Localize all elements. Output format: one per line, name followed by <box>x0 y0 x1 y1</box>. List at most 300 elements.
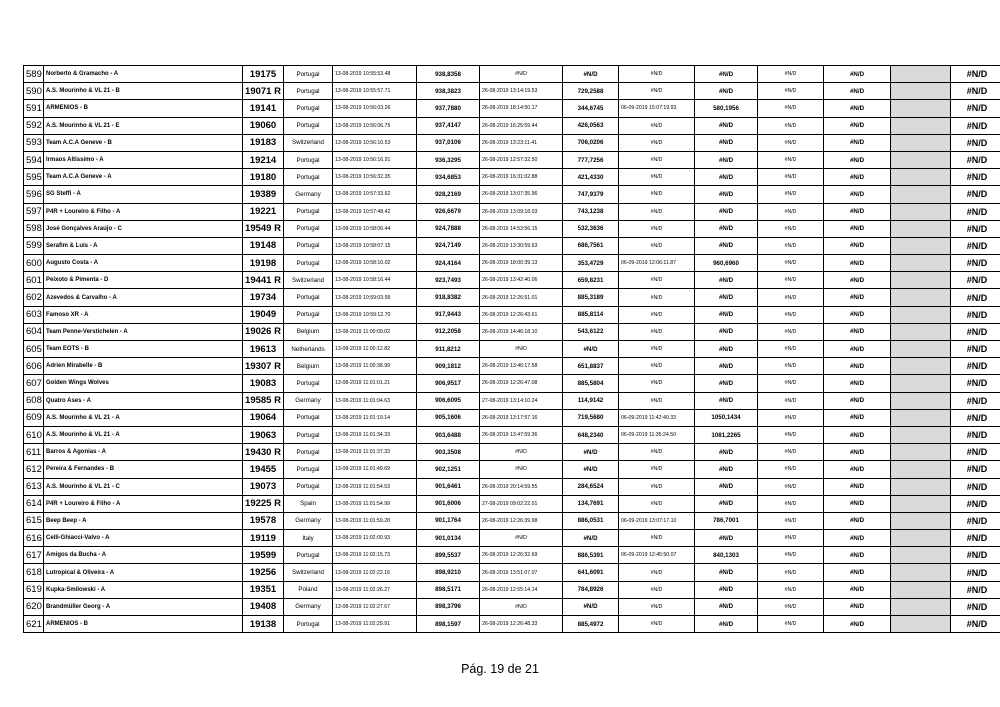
arrival-time-4-cell: #N/D <box>758 100 824 117</box>
arrival-time-2-cell: 26-08-2019 16:31:02.88 <box>480 169 563 186</box>
shaded-cell <box>891 289 951 306</box>
arrival-time-4-cell: #N/D <box>758 426 824 443</box>
arrival-time-3-cell: #N/D <box>619 272 695 289</box>
arrival-time-4-cell: #N/D <box>758 461 824 478</box>
arrival-time-3-cell: 06-09-2019 15:07:19.93 <box>619 100 695 117</box>
arrival-time-2-cell: 26-08-2019 13:42:40.06 <box>480 272 563 289</box>
arrival-time-2-cell: 26-08-2019 12:57:32.50 <box>480 151 563 168</box>
velocity-3-cell: 840,1303 <box>695 547 758 564</box>
velocity-4-cell: #N/D <box>824 616 891 633</box>
velocity-4-cell: #N/D <box>824 255 891 272</box>
table-row <box>24 358 1000 375</box>
velocity-3-cell: #N/D <box>695 598 758 615</box>
country-cell: Spain <box>284 495 333 512</box>
country-cell: Portugal <box>284 203 333 220</box>
country-cell: Portugal <box>284 461 333 478</box>
velocity-3-cell: #N/D <box>695 306 758 323</box>
results-table <box>23 65 1000 633</box>
arrival-time-2-cell: #N/D <box>480 598 563 615</box>
shaded-cell <box>891 306 951 323</box>
team-name-cell: Azevedos & Carvalho - A <box>44 289 243 306</box>
arrival-time-3-cell: 06-09-2019 11:42:40.33 <box>619 409 695 426</box>
arrival-time-3-cell: #N/D <box>619 564 695 581</box>
final-result-cell: #N/D <box>951 323 1000 340</box>
rank-cell: 620 <box>24 598 44 615</box>
ring-number-cell: 19175 <box>243 66 284 83</box>
ring-number-cell: 19734 <box>243 289 284 306</box>
shaded-cell <box>891 323 951 340</box>
velocity-4-cell: #N/D <box>824 186 891 203</box>
arrival-time-3-cell: #N/D <box>619 581 695 598</box>
final-result-cell: #N/D <box>951 255 1000 272</box>
velocity-1-cell: 902,1251 <box>417 461 480 478</box>
velocity-3-cell: #N/D <box>695 134 758 151</box>
country-cell: Germany <box>284 186 333 203</box>
velocity-3-cell: #N/D <box>695 341 758 358</box>
arrival-time-2-cell: 26-08-2019 18:00:39.13 <box>480 255 563 272</box>
country-cell: Portugal <box>284 547 333 564</box>
final-result-cell: #N/D <box>951 289 1000 306</box>
arrival-time-2-cell: 26-08-2019 18:14:50.17 <box>480 100 563 117</box>
country-cell: Portugal <box>284 409 333 426</box>
ring-number-cell: 19455 <box>243 461 284 478</box>
country-cell: Portugal <box>284 83 333 100</box>
velocity-4-cell: #N/D <box>824 495 891 512</box>
velocity-3-cell: #N/D <box>695 530 758 547</box>
table-row <box>24 169 1000 186</box>
arrival-time-3-cell: #N/D <box>619 306 695 323</box>
arrival-time-4-cell: #N/D <box>758 478 824 495</box>
arrival-time-4-cell: #N/D <box>758 409 824 426</box>
team-name-cell: P4R + Loureiro & Filho - A <box>44 203 243 220</box>
arrival-time-2-cell: 26-08-2019 13:09:18.03 <box>480 203 563 220</box>
arrival-time-1-cell: 13-08-2019 10:58:06.44 <box>333 220 417 237</box>
team-name-cell: Team A.C.A Geneve - B <box>44 134 243 151</box>
arrival-time-2-cell: 26-08-2019 13:07:35.96 <box>480 186 563 203</box>
ring-number-cell: 19049 <box>243 306 284 323</box>
team-name-cell: Augusto Costa - A <box>44 255 243 272</box>
final-result-cell: #N/D <box>951 461 1000 478</box>
country-cell: Germany <box>284 392 333 409</box>
rank-cell: 615 <box>24 512 44 529</box>
team-name-cell: Amigos da Bucha - A <box>44 547 243 564</box>
final-result-cell: #N/D <box>951 272 1000 289</box>
rank-cell: 597 <box>24 203 44 220</box>
final-result-cell: #N/D <box>951 341 1000 358</box>
shaded-cell <box>891 581 951 598</box>
arrival-time-1-cell: 13-08-2019 11:00:09.02 <box>333 323 417 340</box>
final-result-cell: #N/D <box>951 409 1000 426</box>
country-cell: Germany <box>284 598 333 615</box>
arrival-time-2-cell: 26-08-2019 13:17:57.16 <box>480 409 563 426</box>
arrival-time-1-cell: 13-08-2019 11:02:00.93 <box>333 530 417 547</box>
table-row <box>24 444 1000 461</box>
arrival-time-3-cell: #N/D <box>619 117 695 134</box>
team-name-cell: A.S. Mourinho & VL 21 - A <box>44 409 243 426</box>
velocity-3-cell: #N/D <box>695 117 758 134</box>
velocity-4-cell: #N/D <box>824 564 891 581</box>
velocity-2-cell: 641,6091 <box>563 564 619 581</box>
arrival-time-4-cell: #N/D <box>758 220 824 237</box>
rank-cell: 621 <box>24 616 44 633</box>
arrival-time-3-cell: #N/D <box>619 169 695 186</box>
table-row <box>24 255 1000 272</box>
arrival-time-4-cell: #N/D <box>758 306 824 323</box>
table-row <box>24 478 1000 495</box>
final-result-cell: #N/D <box>951 358 1000 375</box>
velocity-3-cell: 1050,1434 <box>695 409 758 426</box>
velocity-4-cell: #N/D <box>824 547 891 564</box>
arrival-time-4-cell: #N/D <box>758 564 824 581</box>
arrival-time-2-cell: 26-08-2019 14:46:18.10 <box>480 323 563 340</box>
arrival-time-3-cell: #N/D <box>619 237 695 254</box>
velocity-1-cell: 937,4147 <box>417 117 480 134</box>
arrival-time-3-cell: #N/D <box>619 203 695 220</box>
arrival-time-4-cell: #N/D <box>758 581 824 598</box>
country-cell: Portugal <box>284 117 333 134</box>
arrival-time-1-cell: 13-08-2019 11:02:22.16 <box>333 564 417 581</box>
arrival-time-2-cell: 26-08-2019 13:47:59.36 <box>480 426 563 443</box>
ring-number-cell: 19148 <box>243 237 284 254</box>
arrival-time-2-cell: 26-08-2019 14:53:56.15 <box>480 220 563 237</box>
rank-cell: 617 <box>24 547 44 564</box>
final-result-cell: #N/D <box>951 478 1000 495</box>
arrival-time-2-cell: 26-08-2019 12:26:51.01 <box>480 289 563 306</box>
velocity-3-cell: #N/D <box>695 289 758 306</box>
ring-number-cell: 19408 <box>243 598 284 615</box>
arrival-time-2-cell: #N/D <box>480 530 563 547</box>
velocity-1-cell: 924,7149 <box>417 237 480 254</box>
final-result-cell: #N/D <box>951 100 1000 117</box>
velocity-2-cell: #N/D <box>563 530 619 547</box>
country-cell: Italy <box>284 530 333 547</box>
velocity-4-cell: #N/D <box>824 83 891 100</box>
table-row <box>24 461 1000 478</box>
ring-number-cell: 19351 <box>243 581 284 598</box>
team-name-cell: José Gonçalves Araújo - C <box>44 220 243 237</box>
velocity-3-cell: #N/D <box>695 478 758 495</box>
arrival-time-1-cell: 13-08-2019 11:01:37.33 <box>333 444 417 461</box>
velocity-4-cell: #N/D <box>824 581 891 598</box>
velocity-2-cell: 686,7561 <box>563 237 619 254</box>
final-result-cell: #N/D <box>951 83 1000 100</box>
arrival-time-3-cell: #N/D <box>619 358 695 375</box>
velocity-4-cell: #N/D <box>824 306 891 323</box>
arrival-time-2-cell: 26-08-2019 13:30:59.63 <box>480 237 563 254</box>
arrival-time-2-cell: 27-08-2019 13:14:10.24 <box>480 392 563 409</box>
rank-cell: 604 <box>24 323 44 340</box>
ring-number-cell: 19183 <box>243 134 284 151</box>
country-cell: Portugal <box>284 426 333 443</box>
final-result-cell: #N/D <box>951 203 1000 220</box>
arrival-time-4-cell: #N/D <box>758 495 824 512</box>
velocity-1-cell: 901,0134 <box>417 530 480 547</box>
shaded-cell <box>891 478 951 495</box>
velocity-3-cell: #N/D <box>695 203 758 220</box>
ring-number-cell: 19389 <box>243 186 284 203</box>
velocity-1-cell: 934,6853 <box>417 169 480 186</box>
velocity-1-cell: 906,6095 <box>417 392 480 409</box>
arrival-time-4-cell: #N/D <box>758 289 824 306</box>
table-row <box>24 547 1000 564</box>
velocity-2-cell: 747,9379 <box>563 186 619 203</box>
shaded-cell <box>891 375 951 392</box>
velocity-2-cell: 353,4729 <box>563 255 619 272</box>
shaded-cell <box>891 616 951 633</box>
team-name-cell: Adrien Mirabelle - B <box>44 358 243 375</box>
table-row <box>24 237 1000 254</box>
arrival-time-4-cell: #N/D <box>758 169 824 186</box>
velocity-4-cell: #N/D <box>824 289 891 306</box>
arrival-time-4-cell: #N/D <box>758 66 824 83</box>
velocity-2-cell: 784,8926 <box>563 581 619 598</box>
shaded-cell <box>891 530 951 547</box>
arrival-time-4-cell: #N/D <box>758 151 824 168</box>
country-cell: Belgium <box>284 323 333 340</box>
arrival-time-1-cell: 13-08-2019 11:01:01.21 <box>333 375 417 392</box>
rank-cell: 605 <box>24 341 44 358</box>
rank-cell: 608 <box>24 392 44 409</box>
arrival-time-3-cell: #N/D <box>619 151 695 168</box>
ring-number-cell: 19071 R <box>243 83 284 100</box>
country-cell: Germany <box>284 512 333 529</box>
rank-cell: 606 <box>24 358 44 375</box>
arrival-time-1-cell: 13-08-2019 10:57:33.62 <box>333 186 417 203</box>
velocity-2-cell: 885,3189 <box>563 289 619 306</box>
country-cell: Netherlands <box>284 341 333 358</box>
velocity-2-cell: 885,4972 <box>563 616 619 633</box>
final-result-cell: #N/D <box>951 117 1000 134</box>
velocity-3-cell: 1081,2265 <box>695 426 758 443</box>
velocity-2-cell: 886,5391 <box>563 547 619 564</box>
arrival-time-2-cell: #N/D <box>480 66 563 83</box>
table-row <box>24 151 1000 168</box>
velocity-2-cell: 426,0563 <box>563 117 619 134</box>
velocity-2-cell: #N/D <box>563 444 619 461</box>
shaded-cell <box>891 237 951 254</box>
shaded-cell <box>891 186 951 203</box>
shaded-cell <box>891 512 951 529</box>
shaded-cell <box>891 341 951 358</box>
velocity-2-cell: 885,8114 <box>563 306 619 323</box>
velocity-2-cell: 648,2340 <box>563 426 619 443</box>
country-cell: Portugal <box>284 100 333 117</box>
velocity-3-cell: #N/D <box>695 564 758 581</box>
ring-number-cell: 19578 <box>243 512 284 529</box>
final-result-cell: #N/D <box>951 134 1000 151</box>
rank-cell: 618 <box>24 564 44 581</box>
arrival-time-1-cell: 13-08-2019 11:01:34.33 <box>333 426 417 443</box>
velocity-4-cell: #N/D <box>824 341 891 358</box>
table-row <box>24 409 1000 426</box>
velocity-3-cell: #N/D <box>695 581 758 598</box>
arrival-time-3-cell: #N/D <box>619 444 695 461</box>
velocity-1-cell: 937,0106 <box>417 134 480 151</box>
velocity-3-cell: #N/D <box>695 461 758 478</box>
arrival-time-4-cell: #N/D <box>758 616 824 633</box>
velocity-1-cell: 898,9210 <box>417 564 480 581</box>
velocity-3-cell: #N/D <box>695 358 758 375</box>
arrival-time-4-cell: #N/D <box>758 598 824 615</box>
velocity-2-cell: #N/D <box>563 66 619 83</box>
shaded-cell <box>891 358 951 375</box>
shaded-cell <box>891 220 951 237</box>
ring-number-cell: 19064 <box>243 409 284 426</box>
shaded-cell <box>891 255 951 272</box>
velocity-1-cell: 938,8358 <box>417 66 480 83</box>
arrival-time-1-cell: 13-08-2019 10:56:32.35 <box>333 169 417 186</box>
rank-cell: 600 <box>24 255 44 272</box>
ring-number-cell: 19599 <box>243 547 284 564</box>
velocity-3-cell: #N/D <box>695 444 758 461</box>
team-name-cell: Team A.C.A Geneve - A <box>44 169 243 186</box>
ring-number-cell: 19073 <box>243 478 284 495</box>
arrival-time-3-cell: #N/D <box>619 530 695 547</box>
final-result-cell: #N/D <box>951 598 1000 615</box>
ring-number-cell: 19430 R <box>243 444 284 461</box>
ring-number-cell: 19221 <box>243 203 284 220</box>
rank-cell: 609 <box>24 409 44 426</box>
shaded-cell <box>891 83 951 100</box>
arrival-time-3-cell: 06-09-2019 12:06:11.87 <box>619 255 695 272</box>
velocity-4-cell: #N/D <box>824 461 891 478</box>
velocity-1-cell: 938,3823 <box>417 83 480 100</box>
velocity-1-cell: 937,7880 <box>417 100 480 117</box>
rank-cell: 602 <box>24 289 44 306</box>
arrival-time-4-cell: #N/D <box>758 83 824 100</box>
velocity-2-cell: #N/D <box>563 461 619 478</box>
arrival-time-3-cell: #N/D <box>619 461 695 478</box>
arrival-time-1-cell: 13-08-2019 10:57:48.42 <box>333 203 417 220</box>
arrival-time-2-cell: 26-08-2019 13:23:11.41 <box>480 134 563 151</box>
table-row <box>24 134 1000 151</box>
velocity-2-cell: 284,6524 <box>563 478 619 495</box>
ring-number-cell: 19256 <box>243 564 284 581</box>
rank-cell: 607 <box>24 375 44 392</box>
velocity-1-cell: 899,5537 <box>417 547 480 564</box>
arrival-time-3-cell: #N/D <box>619 66 695 83</box>
ring-number-cell: 19307 R <box>243 358 284 375</box>
arrival-time-2-cell: #N/D <box>480 341 563 358</box>
final-result-cell: #N/D <box>951 66 1000 83</box>
velocity-2-cell: 886,0531 <box>563 512 619 529</box>
arrival-time-2-cell: 26-08-2019 12:26:32.69 <box>480 547 563 564</box>
arrival-time-4-cell: #N/D <box>758 117 824 134</box>
country-cell: Portugal <box>284 237 333 254</box>
shaded-cell <box>891 392 951 409</box>
results-table-body <box>24 66 1000 633</box>
arrival-time-2-cell: 26-08-2019 12:26:47.08 <box>480 375 563 392</box>
arrival-time-4-cell: #N/D <box>758 547 824 564</box>
team-name-cell: Beep Beep - A <box>44 512 243 529</box>
arrival-time-3-cell: 06-09-2019 12:45:50.07 <box>619 547 695 564</box>
table-row <box>24 616 1000 633</box>
table-row <box>24 341 1000 358</box>
table-row <box>24 203 1000 220</box>
arrival-time-4-cell: #N/D <box>758 375 824 392</box>
arrival-time-2-cell: 26-08-2019 13:46:17.58 <box>480 358 563 375</box>
velocity-4-cell: #N/D <box>824 100 891 117</box>
velocity-3-cell: #N/D <box>695 220 758 237</box>
velocity-3-cell: #N/D <box>695 66 758 83</box>
table-row <box>24 598 1000 615</box>
velocity-1-cell: 898,1597 <box>417 616 480 633</box>
arrival-time-1-cell: 13-08-2019 10:56:16.91 <box>333 151 417 168</box>
country-cell: Portugal <box>284 306 333 323</box>
shaded-cell <box>891 151 951 168</box>
rank-cell: 593 <box>24 134 44 151</box>
velocity-3-cell: #N/D <box>695 186 758 203</box>
arrival-time-4-cell: #N/D <box>758 237 824 254</box>
final-result-cell: #N/D <box>951 444 1000 461</box>
team-name-cell: Lutropical & Oliveira - A <box>44 564 243 581</box>
team-name-cell: Irmaos Altissimo - A <box>44 151 243 168</box>
velocity-4-cell: #N/D <box>824 375 891 392</box>
arrival-time-1-cell: 13-08-2019 10:55:53.48 <box>333 66 417 83</box>
arrival-time-1-cell: 13-08-2019 11:01:49.69 <box>333 461 417 478</box>
velocity-4-cell: #N/D <box>824 134 891 151</box>
velocity-4-cell: #N/D <box>824 512 891 529</box>
team-name-cell: Serafim & Luís - A <box>44 237 243 254</box>
velocity-4-cell: #N/D <box>824 392 891 409</box>
velocity-1-cell: 898,5171 <box>417 581 480 598</box>
table-row <box>24 581 1000 598</box>
arrival-time-3-cell: #N/D <box>619 341 695 358</box>
rank-cell: 598 <box>24 220 44 237</box>
rank-cell: 601 <box>24 272 44 289</box>
country-cell: Switzerland <box>284 564 333 581</box>
team-name-cell: Famoso XR - A <box>44 306 243 323</box>
rank-cell: 611 <box>24 444 44 461</box>
table-row <box>24 512 1000 529</box>
velocity-1-cell: 911,8212 <box>417 341 480 358</box>
final-result-cell: #N/D <box>951 512 1000 529</box>
table-row <box>24 530 1000 547</box>
arrival-time-4-cell: #N/D <box>758 203 824 220</box>
velocity-4-cell: #N/D <box>824 169 891 186</box>
arrival-time-1-cell: 13-08-2019 11:02:27.67 <box>333 598 417 615</box>
rank-cell: 603 <box>24 306 44 323</box>
arrival-time-4-cell: #N/D <box>758 323 824 340</box>
velocity-1-cell: 924,4164 <box>417 255 480 272</box>
velocity-3-cell: #N/D <box>695 495 758 512</box>
arrival-time-1-cell: 13-08-2019 11:01:19.14 <box>333 409 417 426</box>
rank-cell: 610 <box>24 426 44 443</box>
velocity-2-cell: 134,7691 <box>563 495 619 512</box>
arrival-time-1-cell: 13-08-2019 11:01:59.28 <box>333 512 417 529</box>
shaded-cell <box>891 444 951 461</box>
ring-number-cell: 19141 <box>243 100 284 117</box>
arrival-time-1-cell: 13-08-2019 11:01:04.63 <box>333 392 417 409</box>
velocity-2-cell: 706,0206 <box>563 134 619 151</box>
velocity-1-cell: 903,3508 <box>417 444 480 461</box>
team-name-cell: P4R + Loureiro & Filho - A <box>44 495 243 512</box>
final-result-cell: #N/D <box>951 616 1000 633</box>
arrival-time-3-cell: #N/D <box>619 83 695 100</box>
country-cell: Portugal <box>284 151 333 168</box>
velocity-2-cell: 344,6745 <box>563 100 619 117</box>
velocity-4-cell: #N/D <box>824 117 891 134</box>
arrival-time-3-cell: #N/D <box>619 478 695 495</box>
final-result-cell: #N/D <box>951 547 1000 564</box>
velocity-1-cell: 918,8382 <box>417 289 480 306</box>
velocity-4-cell: #N/D <box>824 237 891 254</box>
shaded-cell <box>891 203 951 220</box>
arrival-time-3-cell: #N/D <box>619 598 695 615</box>
arrival-time-3-cell: #N/D <box>619 220 695 237</box>
shaded-cell <box>891 134 951 151</box>
team-name-cell: Barros & Agonias - A <box>44 444 243 461</box>
